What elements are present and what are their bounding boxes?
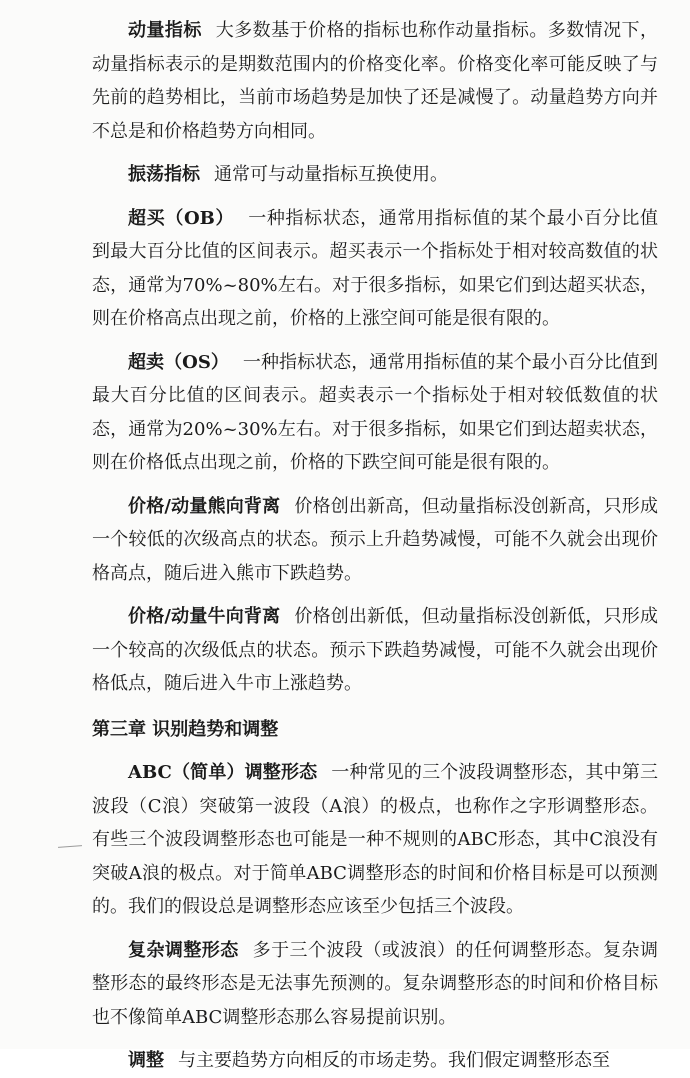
entry-oversold bbox=[92, 346, 658, 480]
entry-abc-correction bbox=[92, 756, 658, 924]
definition-complex-correction: 多于三个波段（或波浪）的任何调整形态。复杂调整形态的最终形态是无法事先预测的。复杂调整形态的时间和价格目标也不像简单ABC调整形态那么容易提前识别。 bbox=[92, 939, 659, 1028]
term-oscillator: 振荡指标 bbox=[128, 164, 200, 185]
entry-correction bbox=[92, 1044, 658, 1078]
definition-bullish-divergence: 价格创出新低，但动量指标没创新低，只形成一个较高的次级低点的状态。预示下跌趋势减慢，可能不久就会出现价格低点，随后进入牛市上涨趋势。 bbox=[92, 606, 659, 694]
definition-momentum-indicator: 大多数基于价格的指标也称作动量指标。多数情况下，动量指标表示的是期数范围内的价格变化率。价格变化率可能反映了与先前的趋势相比，当前市场趋势是加快了还是减慢了。动量趋势方向并不总是和价格趋势方向相同。 bbox=[92, 20, 659, 142]
term-bearish-divergence: 价格/动量熊向背离 bbox=[128, 495, 281, 517]
term-oversold: 超卖（OS） bbox=[128, 351, 229, 373]
definition-overbought: 一种指标状态，通常用指标值的某个最小百分比值到最大百分比值的区间表示。超买表示一个指标处于相对较高数值的状态，通常为70%~80%左右。对于很多指标，如果它们到达超买状态，则在价格高点出现之前，价格的上涨空间可能是很有限的。 bbox=[92, 207, 658, 329]
term-bullish-divergence: 价格/动量牛向背离 bbox=[128, 606, 281, 627]
definition-correction: 与主要趋势方向相反的市场走势。我们假定调整形态至 bbox=[178, 1050, 610, 1071]
page-content bbox=[92, 14, 658, 1078]
definition-oversold: 一种指标状态，通常用指标值的某个最小百分比值到最大百分比值的区间表示。超卖表示一个指标处于相对较低数值的状态，通常为20%~30%左右。对于很多指标，如果它们到达超卖状态，则在价格低点出现之前，价格的下跌空间可能是很有限的。 bbox=[92, 351, 658, 473]
definition-bearish-divergence: 价格创出新高，但动量指标没创新高，只形成一个较低的次级高点的状态。预示上升趋势减慢，可能不久就会出现价格高点，随后进入熊市下跌趋势。 bbox=[92, 495, 659, 584]
entry-complex-correction bbox=[92, 934, 658, 1035]
definition-abc-correction: 一种常见的三个波段调整形态，其中第三波段（C浪）突破第一波段（A浪）的极点，也称作之字形调整形态。有些三个波段调整形态也可能是一种不规则的ABC形态，其中C浪没有突破A浪的极点。对于简单ABC调整形态的时间和价格目标是可以预测的。我们的假设总是调整形态应该至少包括三个波段。 bbox=[92, 762, 658, 917]
entry-momentum-indicator bbox=[92, 14, 658, 148]
entry-overbought bbox=[92, 202, 658, 336]
term-complex-correction: 复杂调整形态 bbox=[128, 939, 239, 961]
term-correction: 调整 bbox=[128, 1050, 164, 1071]
term-momentum-indicator: 动量指标 bbox=[128, 20, 202, 41]
entry-bullish-divergence bbox=[92, 600, 658, 701]
term-overbought: 超买（OB） bbox=[128, 207, 235, 229]
definition-oscillator: 通常可与动量指标互换使用。 bbox=[214, 164, 448, 185]
chapter-heading: 第三章 识别趋势和调整 bbox=[92, 718, 279, 740]
entry-oscillator bbox=[92, 158, 658, 192]
entry-bearish-divergence bbox=[92, 490, 658, 591]
term-abc-correction: ABC（简单）调整形态 bbox=[128, 762, 318, 783]
margin-mark bbox=[58, 845, 82, 848]
